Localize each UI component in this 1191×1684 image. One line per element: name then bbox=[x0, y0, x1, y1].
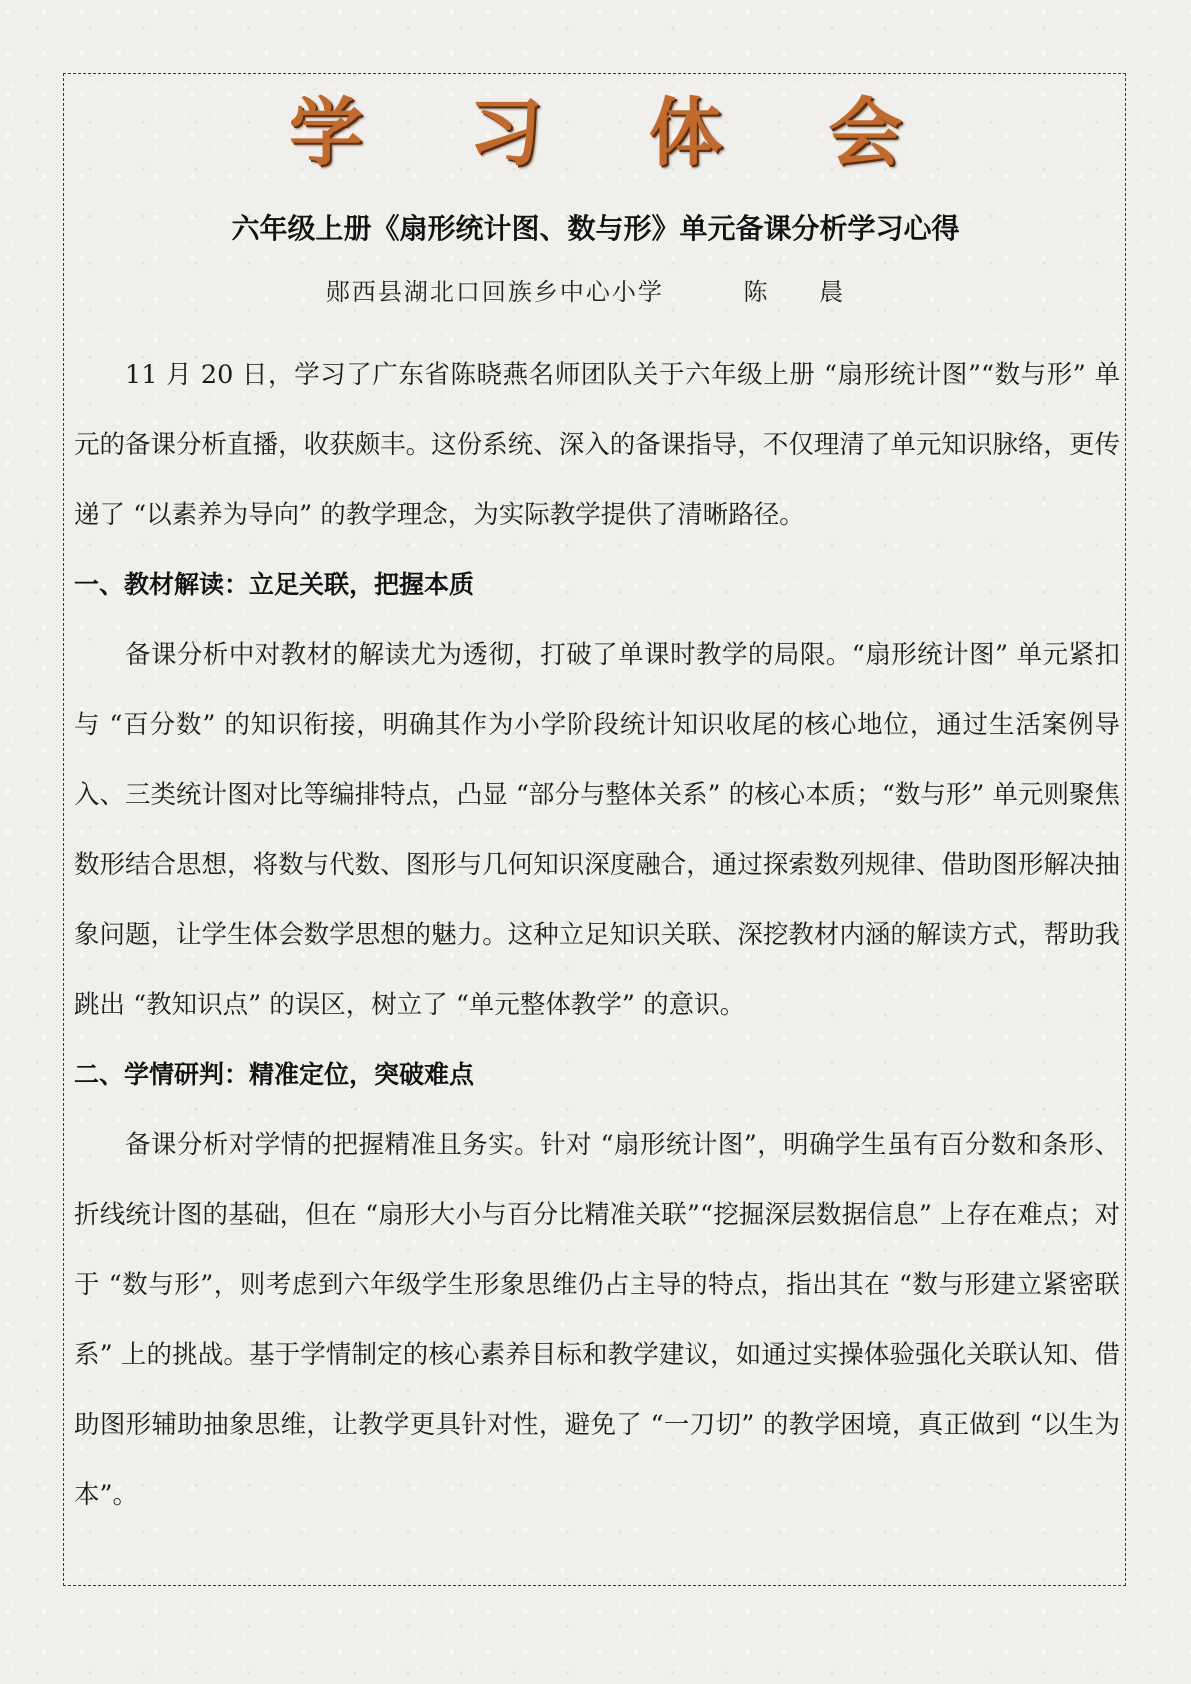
author-school: 郧西县湖北口回族乡中心小学 bbox=[325, 278, 664, 306]
section-heading-1: 一、教材解读：立足关联，把握本质 bbox=[74, 570, 475, 599]
section-heading-2: 二、学情研判：精准定位，突破难点 bbox=[74, 1060, 475, 1089]
page-title: 学 习 体 会 bbox=[288, 90, 943, 176]
article-body bbox=[74, 340, 1120, 1530]
article-subtitle: 六年级上册《扇形统计图、数与形》单元备课分析学习心得 bbox=[231, 212, 960, 245]
author-line bbox=[0, 278, 1191, 307]
section-paragraph-1: 备课分析中对教材的解读尤为透彻，打破了单课时教学的局限。“扇形统计图” 单元紧扣与 “百分数” 的知识衔接，明确其作为小学阶段统计知识收尾的核心地位，通过生活案例导入、三类统计图对比等编排特点，凸显 “部分与整体关系” 的核心本质；“数与形” 单元则聚焦数形结合思想，将数与代数、图形与几何知识深度融合，通过探索数列规律、借助图形解决抽象问题，让学生体会数学思想的魅力。这种立足知识关联、深挖教材内涵的解读方式，帮助我跳出 “教知识点” 的误区，树立了 “单元整体教学” 的意识。 bbox=[74, 640, 1120, 1020]
section-paragraph-2: 备课分析对学情的把握精准且务实。针对 “扇形统计图”，明确学生虽有百分数和条形、折线统计图的基础，但在 “扇形大小与百分比精准关联”“挖掘深层数据信息” 上存在难点；对于 “数与形”，则考虑到六年级学生形象思维仍占主导的特点，指出其在 “数与形建立紧密联系” 上的挑战。基于学情制定的核心素养目标和教学建议，如通过实操体验强化关联认知、借助图形辅助抽象思维，让教学更具针对性，避免了 “一刀切” 的教学困境，真正做到 “以生为本”。 bbox=[74, 1130, 1120, 1510]
intro-paragraph: 11 月 20 日，学习了广东省陈晓燕名师团队关于六年级上册 “扇形统计图”“数与形” 单元的备课分析直播，收获颇丰。这份系统、深入的备课指导，不仅理清了单元知识脉络，更传递了 “以素养为导向” 的教学理念，为实际教学提供了清晰路径。 bbox=[74, 360, 1120, 530]
author-name: 陈 晨 bbox=[743, 278, 866, 306]
